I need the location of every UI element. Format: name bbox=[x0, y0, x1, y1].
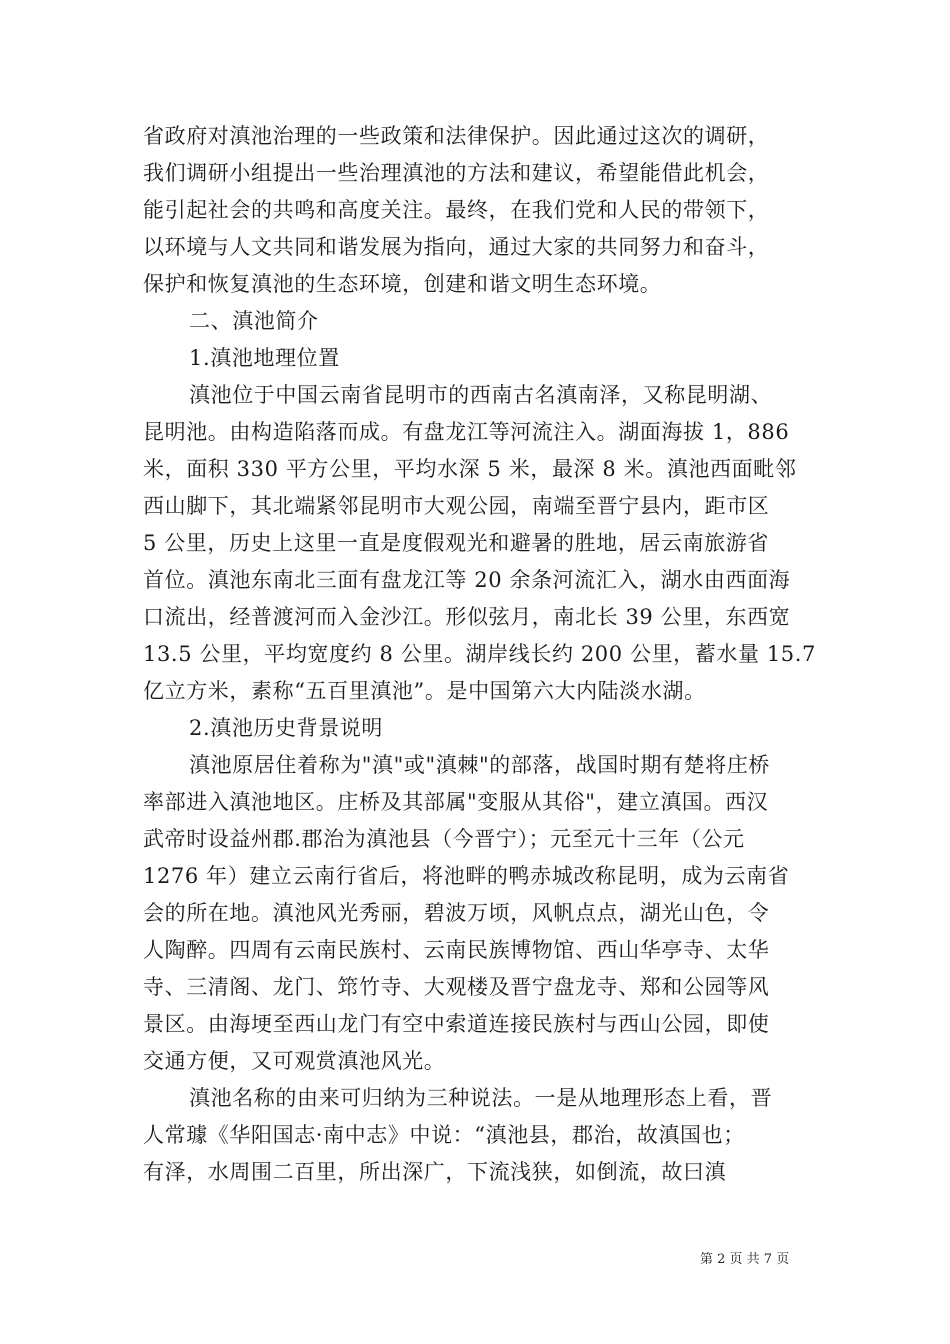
text-line: 5 公里，历史上这里一直是度假观光和避暑的胜地，居云南旅游省 bbox=[143, 531, 770, 555]
text-line: 人陶醉。四周有云南民族村、云南民族博物馆、西山华亭寺、太华 bbox=[143, 938, 770, 962]
text-line: 景区。由海埂至西山龙门有空中索道连接民族村与西山公园，即使 bbox=[143, 1012, 770, 1036]
paragraph bbox=[143, 118, 810, 303]
text-line: 口流出，经普渡河而入金沙江。形似弦月，南北长 39 公里，东西宽 bbox=[143, 605, 791, 629]
text-line: 西山脚下，其北端紧邻昆明市大观公园，南端至晋宁县内，距市区 bbox=[143, 494, 770, 518]
paragraph bbox=[143, 1080, 810, 1191]
text-line: 13.5 公里，平均宽度约 8 公里。湖岸线长约 200 公里，蓄水量 15.7 bbox=[143, 642, 817, 666]
text-line: 人常璩《华阳国志·南中志》中说：“滇池县，郡治，故滇国也； bbox=[143, 1123, 745, 1147]
paragraph bbox=[143, 747, 810, 1080]
text-line: 昆明池。由构造陷落而成。有盘龙江等河流注入。湖面海拔 1，886 bbox=[143, 420, 790, 444]
text-line: 我们调研小组提出一些治理滇池的方法和建议，希望能借此机会， bbox=[143, 161, 770, 185]
subsection-heading: 2.滇池历史背景说明 bbox=[189, 716, 384, 740]
text-line: 能引起社会的共鸣和高度关注。最终，在我们党和人民的带领下， bbox=[143, 198, 770, 222]
text-line: 滇池名称的由来可归纳为三种说法。一是从地理形态上看，晋 bbox=[189, 1086, 773, 1110]
text-line: 寺、三清阁、龙门、筇竹寺、大观楼及晋宁盘龙寺、郑和公园等风 bbox=[143, 975, 770, 999]
paragraph bbox=[143, 377, 817, 710]
text-line: 交通方便，又可观赏滇池风光。 bbox=[143, 1049, 446, 1073]
document-page bbox=[143, 118, 817, 1191]
text-line: 有泽，水周围二百里，所出深广，下流浅狭，如倒流，故曰滇 bbox=[143, 1160, 727, 1184]
text-line: 以环境与人文共同和谐发展为指向，通过大家的共同努力和奋斗， bbox=[143, 235, 770, 259]
text-line: 滇池原居住着称为"滇"或"滇棘"的部落，战国时期有楚将庄桥 bbox=[189, 753, 771, 777]
page-number: 第 2 页 共 7 页 bbox=[700, 1252, 790, 1267]
text-line: 米，面积 330 平方公里，平均水深 5 米，最深 8 米。滇池西面毗邻 bbox=[143, 457, 797, 481]
section-heading: 二、滇池简介 bbox=[189, 309, 319, 333]
text-line: 率部进入滇池地区。庄桥及其部属"变服从其俗"，建立滇国。西汉 bbox=[143, 790, 769, 814]
text-line: 会的所在地。滇池风光秀丽，碧波万顷，风帆点点，湖光山色，令 bbox=[143, 901, 770, 925]
text-line: 首位。滇池东南北三面有盘龙江等 20 余条河流汇入，湖水由西面海 bbox=[143, 568, 791, 592]
text-line: 省政府对滇池治理的一些政策和法律保护。因此通过这次的调研， bbox=[143, 124, 770, 148]
subsection-heading: 1.滇池地理位置 bbox=[189, 346, 340, 370]
text-line: 滇池位于中国云南省昆明市的西南古名滇南泽，又称昆明湖、 bbox=[189, 383, 773, 407]
text-line: 武帝时设益州郡.郡治为滇池县（今晋宁）；元至元十三年（公元 bbox=[143, 827, 745, 851]
text-line: 亿立方米，素称“五百里滇池”。是中国第六大内陆淡水湖。 bbox=[143, 679, 706, 703]
text-line: 保护和恢复滇池的生态环境，创建和谐文明生态环境。 bbox=[143, 272, 662, 296]
text-line: 1276 年）建立云南行省后，将池畔的鸭赤城改称昆明，成为云南省 bbox=[143, 864, 790, 888]
